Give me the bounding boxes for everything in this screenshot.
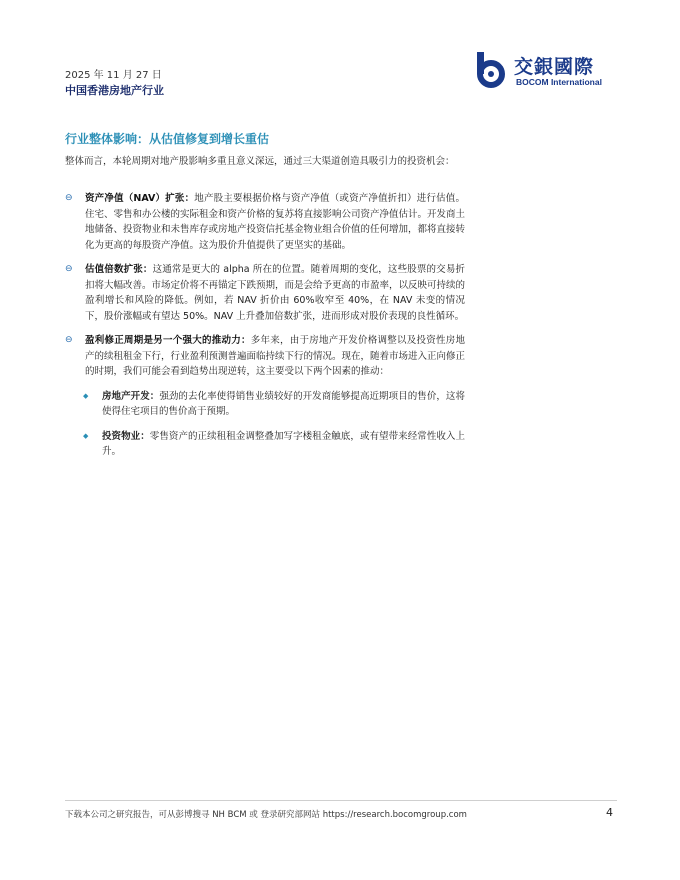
logo-english-name: BOCOM International: [516, 77, 602, 87]
subbullet-heading: 房地产开发：: [102, 390, 160, 402]
footer-text: 下载本公司之研究报告，可从彭博搜寻 NH BCM 或 登录研究部网站 https://research.bocomgroup.com: [65, 810, 467, 820]
bullet-text: 多年来，由于房地产开发价格调整以及投资性房地产的续租租金下行，行业盈利预测普遍面临持续下行的情况。现在，随着市场进入正向修正的时期，我们可能会看到趋势出现逆转，这主要受以下两个因素的推动：: [85, 335, 466, 377]
subbullet-text: 强劲的去化率使得销售业绩较好的开发商能够提高近期项目的售价，这将使得住宅项目的售价高于预期。: [102, 390, 465, 417]
subbullet-property-development: [65, 389, 465, 420]
bullet-list: [65, 191, 465, 469]
subbullet-investment-property: [65, 429, 465, 460]
subbullet-heading: 投资物业：: [102, 430, 150, 442]
report-date: 2025 年 11 月 27 日: [65, 70, 162, 81]
bullet-heading: 盈利修正周期是另一个强大的推动力：: [85, 335, 251, 346]
diamond-bullet-icon: ◆: [83, 391, 89, 400]
bullet-text: 这通常是更大的 alpha 所在的位置。随着周期的变化，这些股票的交易折扣将大幅改善。市场定价将不再锚定下跌预期，而是会给予更高的市盈率，以反映可持续的盈利增长和风险的降低。例如，若 NAV 折价由 60%收窄至 40%，在 NAV 未变的情况下，股价涨幅或有望达 50%。NAV 上升叠加倍数扩张，进而形成对股价表现的良性循环。: [85, 264, 466, 322]
report-sector: 中国香港房地产行业: [65, 84, 164, 97]
logo-chinese-name: 交銀國際: [514, 56, 595, 78]
circle-bullet-icon: ⊖: [65, 193, 73, 203]
bullet-nav-expansion: [65, 191, 465, 253]
diamond-bullet-icon: ◆: [83, 431, 89, 440]
bocom-logo-icon: [474, 50, 508, 88]
subbullet-text: 零售资产的正续租租金调整叠加写字楼租金触底，或有望带来经常性收入上升。: [102, 430, 465, 457]
section-title: 行业整体影响：从估值修复到增长重估: [65, 132, 270, 146]
bullet-multiple-expansion: [65, 262, 465, 324]
circle-bullet-icon: ⊖: [65, 264, 73, 274]
page-number: 4: [606, 806, 613, 819]
footer-divider: [65, 800, 617, 801]
bullet-heading: 估值倍数扩张：: [85, 264, 153, 275]
bocom-logo: [474, 50, 624, 90]
bullet-earnings-revision: [65, 333, 465, 380]
circle-bullet-icon: ⊖: [65, 335, 73, 345]
intro-paragraph: 整体而言，本轮周期对地产股影响多重且意义深远，通过三大渠道创造具吸引力的投资机会：: [65, 156, 455, 167]
bullet-text: 地产股主要根据价格与资产净值（或资产净值折扣）进行估值。住宅、零售和办公楼的实际租金和资产价格的复苏将直接影响公司资产净值估计。开发商土地储备、投资物业和未售库存或房地产投资信托基金物业组合价值的任何增加，都将直接转化为更高的每股资产净值。这为股价升值提供了更坚实的基础。: [85, 193, 466, 251]
bullet-heading: 资产净值（NAV）扩张：: [85, 193, 195, 204]
